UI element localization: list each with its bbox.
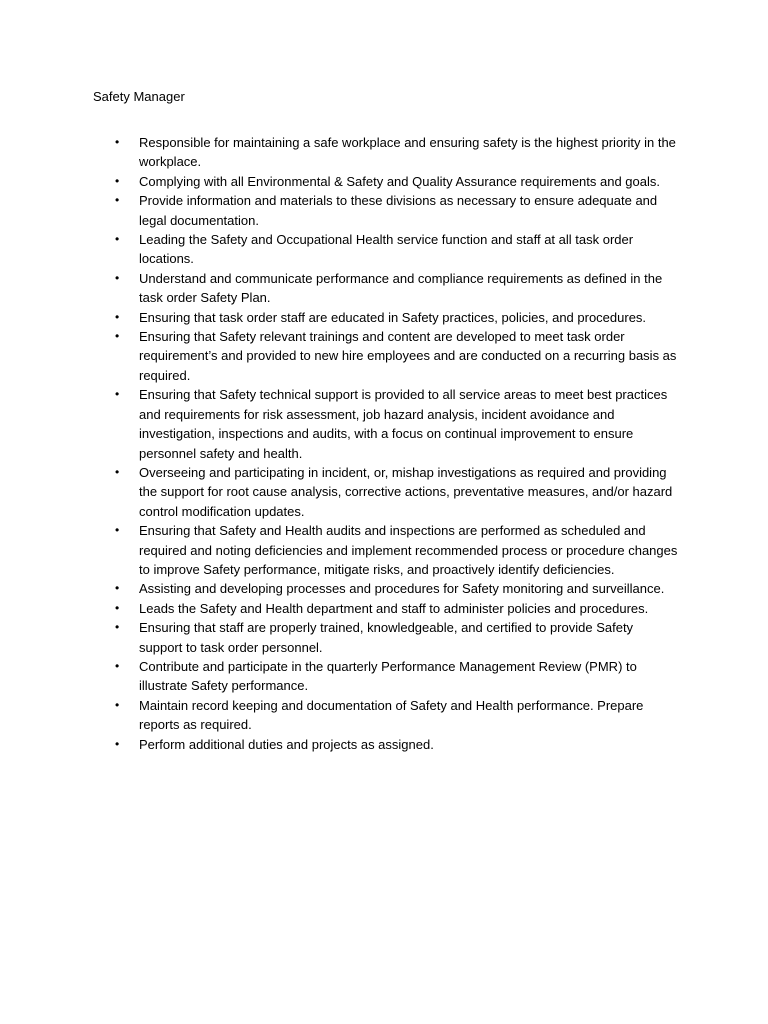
list-item xyxy=(115,579,679,598)
bullet-icon: • xyxy=(115,135,120,149)
list-item-text: Ensuring that Safety technical support is provided to all service areas to meet best practices and requirements for risk assessment, job hazard analysis, incident avoidance and investigation, inspections and audits, with a focus on continual improvement to ensure personnel safety and health. xyxy=(139,387,668,461)
list-item-text: Maintain record keeping and documentation of Safety and Health performance. Prepare reports as required. xyxy=(139,697,644,733)
list-item xyxy=(115,230,679,269)
document-title: Safety Manager xyxy=(93,89,185,104)
list-item-text: Perform additional duties and projects as assigned. xyxy=(139,736,434,752)
list-item-text: Complying with all Environmental & Safety and Quality Assurance requirements and goals. xyxy=(139,173,660,189)
bullet-icon: • xyxy=(115,736,120,751)
list-item-text: Understand and communicate performance and compliance requirements as defined in the task order Safety Plan. xyxy=(139,270,663,306)
bullet-icon: • xyxy=(115,270,120,285)
bullet-icon: • xyxy=(115,387,120,402)
list-item xyxy=(115,172,679,191)
bullet-icon: • xyxy=(115,309,120,324)
bullet-icon: • xyxy=(115,193,120,208)
bullet-icon: • xyxy=(115,581,120,596)
list-item-text: Assisting and developing processes and procedures for Safety monitoring and surveillance. xyxy=(139,581,665,597)
bullet-icon: • xyxy=(115,523,120,538)
list-item xyxy=(115,618,679,657)
list-item-text: Leading the Safety and Occupational Health service function and staff at all task order locations. xyxy=(139,232,634,267)
list-item-text: Leads the Safety and Health department and staff to administer policies and procedures. xyxy=(139,600,649,616)
bullet-icon: • xyxy=(115,658,120,673)
bullet-icon: • xyxy=(115,620,120,635)
list-item xyxy=(115,521,679,579)
list-item xyxy=(115,463,679,521)
bullet-icon: • xyxy=(115,697,120,712)
duties-list xyxy=(115,133,679,754)
list-item-text: Ensuring that Safety and Health audits and inspections are performed as scheduled and required and noting deficiencies and implement recommended process or procedure changes to improve Safety performance, mitigate risks, and proactively identify deficiencies. xyxy=(139,523,678,577)
list-item xyxy=(115,191,679,230)
list-item-text: Ensuring that Safety relevant trainings and content are developed to meet task order requirement’s and provided to new hire employees and are conducted on a recurring basis as required. xyxy=(139,329,677,383)
list-item xyxy=(115,735,679,754)
list-item-text: Contribute and participate in the quarterly Performance Management Review (PMR) to illustrate Safety performance. xyxy=(139,658,637,694)
list-item xyxy=(115,327,679,385)
list-item-text: Provide information and materials to these divisions as necessary to ensure adequate and legal documentation. xyxy=(139,193,658,228)
list-item-text: Ensuring that staff are properly trained, knowledgeable, and certified to provide Safety support to task order personnel. xyxy=(139,620,634,655)
list-item xyxy=(115,385,679,463)
list-item xyxy=(115,657,679,696)
list-item xyxy=(115,599,679,618)
list-item xyxy=(115,308,679,327)
bullet-icon: • xyxy=(115,173,120,188)
bullet-icon: • xyxy=(115,232,120,247)
list-item-text: Ensuring that task order staff are educated in Safety practices, policies, and procedures. xyxy=(139,309,647,325)
list-item xyxy=(115,269,679,308)
list-item xyxy=(115,133,679,172)
list-item-text: Responsible for maintaining a safe workplace and ensuring safety is the highest priority in the workplace. xyxy=(139,135,676,170)
bullet-icon: • xyxy=(115,329,120,344)
bullet-icon: • xyxy=(115,600,120,615)
list-item xyxy=(115,696,679,735)
list-item-text: Overseeing and participating in incident, or, mishap investigations as required and providing the support for root cause analysis, corrective actions, preventative measures, and/or hazard control modification updates. xyxy=(139,464,673,519)
bullet-icon: • xyxy=(115,464,120,479)
